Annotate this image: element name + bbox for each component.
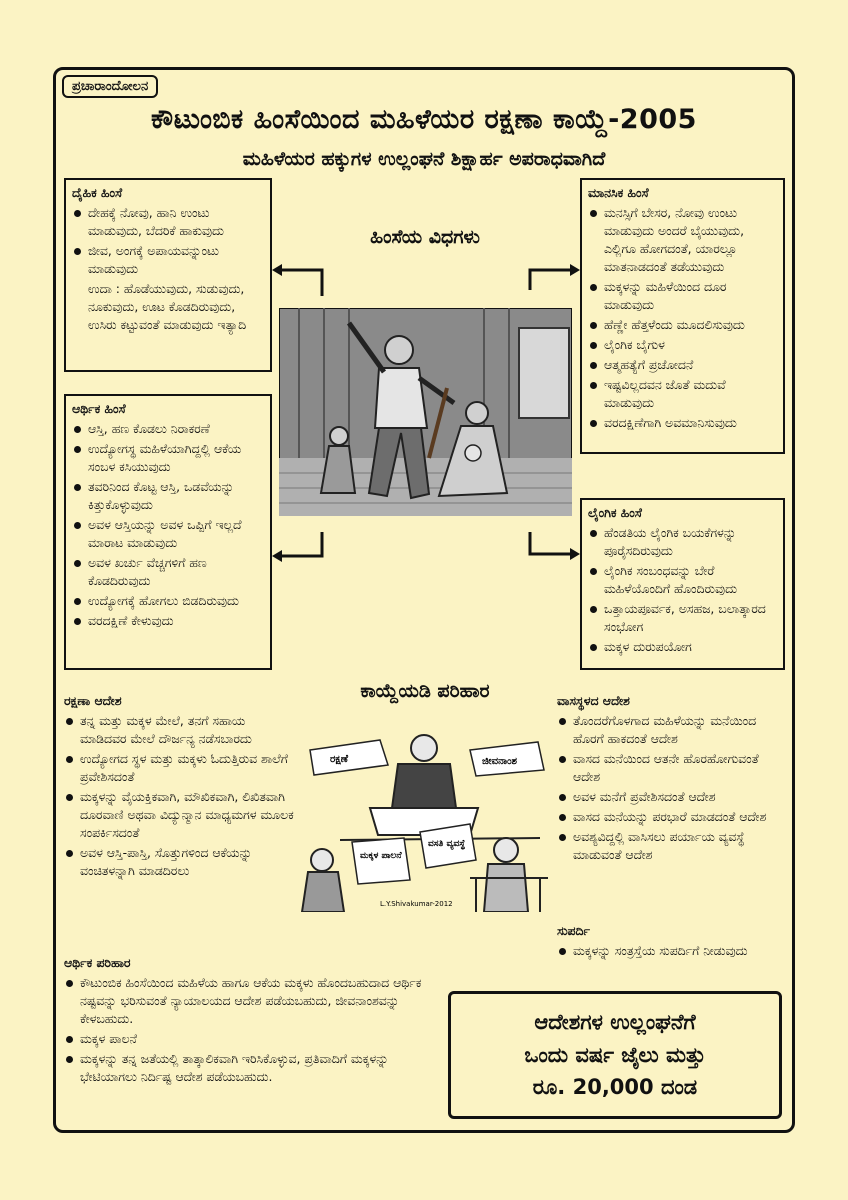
custody-heading: ಸುಪರ್ದಿ — [557, 923, 590, 938]
list-item: ಆತ್ಮಹತ್ಯೆಗೆ ಪ್ರಚೋದನೆ — [588, 356, 777, 374]
list-item: ಮನಸ್ಸಿಗೆ ಬೇಸರ, ನೋವು ಉಂಟು ಮಾಡುವುದು ಅಂದರೆ ಬೈಯುವುದು, ಎಲ್ಲಿಗೂ ಹೋಗದಂತೆ, ಯಾರಲ್ಲೂ ಮಾತನಾಡದಂತೆ ತಡೆಯುವುದು — [588, 204, 777, 276]
economic-relief-section — [64, 954, 444, 1088]
physical-example: ಉದಾ : ಹೊಡೆಯುವುದು, ಸುಡುವುದು, ನೂಕುವುದು, ಊಟ ಕೊಡದಿರುವುದು, ಉಸಿರು ಕಟ್ಟುವಂತೆ ಮಾಡುವುದು ಇತ್ಯಾದಿ — [88, 280, 247, 332]
list-item: ಜೀವ, ಅಂಗಕ್ಕೆ ಅಪಾಯವನ್ನುಂಟು ಮಾಡುವುದು — [72, 242, 264, 278]
list-item: ದೇಹಕ್ಕೆ ನೋವು, ಹಾನಿ ಉಂಟು ಮಾಡುವುದು, ಬೆದರಿಕೆ ಹಾಕುವುದು — [72, 204, 264, 240]
residence-order-section — [557, 692, 783, 866]
economic-relief-heading: ಆರ್ಥಿಕ ಪರಿಹಾರ — [64, 955, 131, 970]
mental-heading: ಮಾನಸಿಕ ಹಿಂಸೆ — [588, 185, 649, 200]
list-item: ತವರಿನಿಂದ ಕೊಟ್ಟ ಆಸ್ತಿ, ಒಡವೆಯನ್ನು ಕಿತ್ತುಕೊಳ್ಳುವುದು — [72, 478, 264, 514]
list-item: ಮಕ್ಕಳನ್ನು ಸಂತ್ರಸ್ತೆಯ ಸುಪರ್ದಿಗೆ ನೀಡುವುದು — [557, 942, 783, 960]
penalty-line-1: ಆದೇಶಗಳ ಉಲ್ಲಂಘನೆಗೆ — [534, 1010, 696, 1035]
types-heading: ಹಿಂಸೆಯ ವಿಧಗಳು — [370, 226, 480, 248]
list-item: ಅವಳ ಆಸ್ತಿಯನ್ನು ಅವಳ ಒಪ್ಪಿಗೆ ಇಲ್ಲದೆ ಮಾರಾಟ ಮಾಡುವುದು — [72, 516, 264, 552]
list-item: ಮಕ್ಕಳನ್ನು ತನ್ನ ಜತೆಯಲ್ಲಿ ತಾತ್ಕಾಲಿಕವಾಗಿ ಇರಿಸಿಕೊಳ್ಳುವ, ಪ್ರತಿವಾದಿಗೆ ಮಕ್ಕಳನ್ನು ಭೇಟಿಯಾಗಲು ನಿರ್ದಿಷ್ಟ ಆದೇಶ ಪಡೆಯಬಹುದು. — [64, 1050, 444, 1086]
list-item: ಉದ್ಯೋಗದ ಸ್ಥಳ ಮತ್ತು ಮಕ್ಕಳು ಓದುತ್ತಿರುವ ಶಾಲೆಗೆ ಪ್ರವೇಶಿಸದಂತೆ — [64, 750, 294, 786]
court-cartoon-illustration — [300, 720, 548, 912]
list-item: ಅವಳ ಮನೆಗೆ ಪ್ರವೇಶಿಸದಂತೆ ಆದೇಶ — [557, 788, 783, 806]
physical-heading: ದೈಹಿಕ ಹಿಂಸೆ — [72, 185, 123, 200]
custody-section — [557, 922, 783, 962]
arrow-down-left-icon — [270, 528, 328, 568]
arrow-up-right-icon — [524, 250, 582, 294]
penalty-box — [448, 991, 782, 1119]
list-item: ವರದಕ್ಷಿಣೆ ಕೇಳುವುದು — [72, 612, 264, 630]
list-item: ಉದ್ಯೋಗಸ್ಥ ಮಹಿಳೆಯಾಗಿದ್ದಲ್ಲಿ ಆಕೆಯ ಸಂಬಳ ಕಸಿಯುವುದು — [72, 440, 264, 476]
arrow-down-right-icon — [524, 528, 582, 568]
domestic-violence-illustration — [279, 308, 572, 516]
list-item: ಒತ್ತಾಯಪೂರ್ವಕ, ಅಸಹಜ, ಬಲಾತ್ಕಾರದ ಸಂಭೋಗ — [588, 600, 777, 636]
economic-violence-box — [64, 394, 272, 670]
list-item: ಆಸ್ತಿ, ಹಣ ಕೊಡಲು ನಿರಾಕರಣೆ — [72, 420, 264, 438]
list-item: ತೊಂದರೆಗೊಳಗಾದ ಮಹಿಳೆಯನ್ನು ಮನೆಯಿಂದ ಹೊರಗೆ ಹಾಕದಂತೆ ಆದೇಶ — [557, 712, 783, 748]
physical-violence-box — [64, 178, 272, 372]
cartoon-paper-protection: ರಕ್ಷಣೆ — [330, 754, 348, 765]
protection-order-section — [64, 692, 294, 882]
list-item: ಹೆಂಡತಿಯ ಲೈಂಗಿಕ ಬಯಕೆಗಳನ್ನು ಪೂರೈಸದಿರುವುದು — [588, 524, 777, 560]
list-item: ಮಕ್ಕಳ ದುರುಪಯೋಗ — [588, 638, 777, 656]
list-item: ಲೈಂಗಿಕ ಬೈಗುಳ — [588, 336, 777, 354]
penalty-line-3: ರೂ. 20,000 ದಂಡ — [532, 1075, 698, 1100]
sexual-violence-box — [580, 498, 785, 670]
list-item: ಲೈಂಗಿಕ ಸಂಬಂಧವನ್ನು ಬೇರೆ ಮಹಿಳೆಯೊಂದಿಗೆ ಹೊಂದಿರುವುದು — [588, 562, 777, 598]
penalty-line-2: ಒಂದು ವರ್ಷ ಜೈಲು ಮತ್ತು — [524, 1042, 706, 1067]
remedy-heading: ಕಾಯ್ದೆಯಡಿ ಪರಿಹಾರ — [360, 680, 490, 702]
list-item: ಕೌಟುಂಬಿಕ ಹಿಂಸೆಯಿಂದ ಮಹಿಳೆಯ ಹಾಗೂ ಆಕೆಯ ಮಕ್ಕಳು ಹೊಂದಬಹುದಾದ ಆರ್ಥಿಕ ನಷ್ಟವನ್ನು ಭರಿಸುವಂತೆ ನ್ಯಾಯಾಲಯದ ಆದೇಶ ಪಡೆಯಬಹುದು, ಜೀವನಾಂಶವನ್ನು ಕೇಳಬಹುದು. — [64, 974, 444, 1028]
list-item: ಅವಶ್ಯವಿದ್ದಲ್ಲಿ ವಾಸಿಸಲು ಪರ್ಯಾಯ ವ್ಯವಸ್ಥೆ ಮಾಡುವಂತೆ ಆದೇಶ — [557, 828, 783, 864]
cartoon-paper-custody: ಮಕ್ಕಳ ಪಾಲನೆ — [360, 851, 402, 861]
list-item: ತನ್ನ ಮತ್ತು ಮಕ್ಕಳ ಮೇಲೆ, ತನಗೆ ಸಹಾಯ ಮಾಡಿದವರ ಮೇಲೆ ದೌರ್ಜನ್ಯ ನಡೆಸಬಾರದು — [64, 712, 294, 748]
page-title: ಕೌಟುಂಬಿಕ ಹಿಂಸೆಯಿಂದ ಮಹಿಳೆಯರ ರಕ್ಷಣಾ ಕಾಯ್ದೆ-2005 — [151, 104, 697, 135]
list-item: ಮಕ್ಕಳ ಪಾಲನೆ — [64, 1030, 444, 1048]
page-subtitle: ಮಹಿಳೆಯರ ಹಕ್ಕುಗಳ ಉಲ್ಲಂಘನೆ ಶಿಕ್ಷಾರ್ಹ ಅಪರಾಧವಾಗಿದೆ — [242, 148, 606, 170]
arrow-up-left-icon — [270, 260, 328, 300]
list-item: ಇಷ್ಟವಿಲ್ಲದವನ ಜೊತೆ ಮದುವೆ ಮಾಡುವುದು — [588, 376, 777, 412]
sexual-heading: ಲೈಂಗಿಕ ಹಿಂಸೆ — [588, 505, 642, 520]
list-item: ವರದಕ್ಷಿಣೆಗಾಗಿ ಅವಮಾನಿಸುವುದು — [588, 414, 777, 432]
list-item: ಅವಳ ಆಸ್ತಿ-ಪಾಸ್ತಿ, ಸೊತ್ತುಗಳಿಂದ ಆಕೆಯನ್ನು ವಂಚಿತಳನ್ನಾಗಿ ಮಾಡದಿರಲು — [64, 844, 294, 880]
residence-heading: ವಾಸಸ್ಥಳದ ಆದೇಶ — [557, 693, 630, 708]
list-item: ವಾಸದ ಮನೆಯನ್ನು ಪರಭಾರೆ ಮಾಡದಂತೆ ಆದೇಶ — [557, 808, 783, 826]
mental-violence-box — [580, 178, 785, 454]
campaign-tag: ಪ್ರಚಾರಾಂದೋಲನ — [62, 75, 158, 98]
list-item: ಉದ್ಯೋಗಕ್ಕೆ ಹೋಗಲು ಬಿಡದಿರುವುದು — [72, 592, 264, 610]
list-item: ಮಕ್ಕಳನ್ನು ಮಹಿಳೆಯಿಂದ ದೂರ ಮಾಡುವುದು — [588, 278, 777, 314]
cartoon-signature: L.Y.Shivakumar-2012 — [380, 900, 453, 908]
list-item: ಮಕ್ಕಳನ್ನು ವೈಯಕ್ತಿಕವಾಗಿ, ಮೌಖಿಕವಾಗಿ, ಲಿಖಿತವಾಗಿ ದೂರವಾಣಿ ಅಥವಾ ವಿದ್ಯುನ್ಮಾನ ಮಾಧ್ಯಮಗಳ ಮೂಲಕ ಸಂಪರ್ಕಿಸದಂತೆ — [64, 788, 294, 842]
economic-heading: ಆರ್ಥಿಕ ಹಿಂಸೆ — [72, 401, 126, 416]
cartoon-paper-maintenance: ಜೀವನಾಂಶ — [482, 756, 518, 767]
cartoon-paper-shelter: ವಸತಿ ವ್ಯವಸ್ಥೆ — [428, 839, 466, 849]
protection-heading: ರಕ್ಷಣಾ ಆದೇಶ — [64, 693, 122, 708]
list-item: ಅವಳ ಖರ್ಚು ವೆಚ್ಚಗಳಿಗೆ ಹಣ ಕೊಡದಿರುವುದು — [72, 554, 264, 590]
list-item: ಹೆಣ್ಣೇ ಹೆತ್ತಳೆಂದು ಮೂದಲಿಸುವುದು — [588, 316, 777, 334]
list-item: ವಾಸದ ಮನೆಯಿಂದ ಆತನೇ ಹೊರಹೋಗುವಂತೆ ಆದೇಶ — [557, 750, 783, 786]
